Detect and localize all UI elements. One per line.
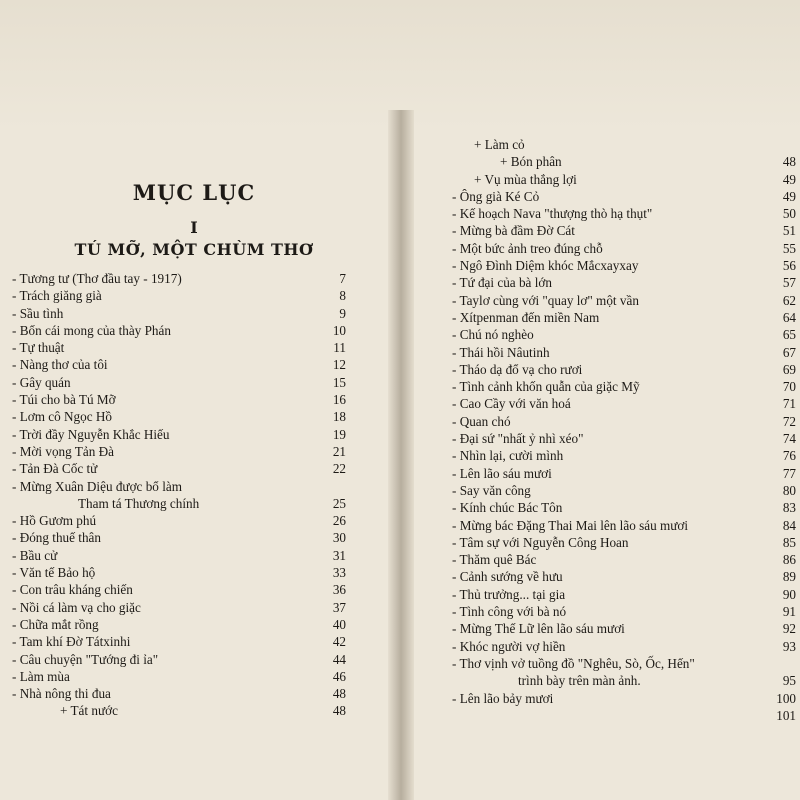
toc-entry-page: 30 — [332, 530, 346, 546]
toc-entry — [12, 581, 346, 598]
toc-entry — [12, 391, 346, 408]
toc-entry-page: 48 — [782, 154, 796, 170]
toc-entry-title: - Xítpenman đến miền Nam — [452, 309, 600, 325]
toc-entry-title: - Thăm quê Bác — [452, 552, 537, 568]
toc-entry-title: - Ngô Đình Diệm khóc Mắcxayxay — [452, 258, 639, 274]
toc-entry — [12, 287, 346, 304]
toc-entry-page: 46 — [332, 668, 346, 684]
toc-entry-title: - Chữa mắt rồng — [12, 616, 99, 632]
toc-entry-page: 85 — [782, 534, 796, 550]
toc-entry-title-continued: Tham tá Thương chính — [78, 495, 200, 511]
toc-entry-title: - Lơm cô Ngọc Hồ — [12, 409, 112, 425]
toc-entry-page: 100 — [776, 690, 796, 706]
toc-entry-title: - Con trâu kháng chiến — [12, 582, 133, 598]
toc-entry-title: - Lên lão sáu mươi — [452, 465, 552, 481]
toc-entry-page: 9 — [339, 305, 346, 321]
toc-entry-page: 18 — [332, 409, 346, 425]
toc-entry-page: 83 — [782, 500, 796, 516]
toc-entry — [452, 413, 796, 430]
toc-entry-title: - Tương tư (Thơ đầu tay - 1917) — [12, 271, 182, 286]
toc-entry — [452, 655, 796, 690]
toc-entry-page: 31 — [332, 547, 346, 563]
toc-entry-title: - Thái hồi Nâutinh — [452, 344, 550, 360]
toc-entry-page: 101 — [776, 707, 796, 723]
toc-entry — [452, 638, 796, 655]
toc-entry-page: 93 — [782, 638, 796, 654]
toc-entry-title: - Mời vọng Tản Đà — [12, 443, 114, 459]
toc-entry-page: 22 — [332, 461, 346, 477]
toc-entry-title: - Cảnh sướng về hưu — [452, 569, 563, 585]
toc-entry — [452, 171, 796, 188]
toc-entry — [452, 274, 796, 291]
toc-entry-page: 33 — [332, 565, 346, 581]
part-number: I — [190, 218, 198, 237]
toc-entry-title: + Vụ mùa thắng lợi — [474, 171, 577, 187]
toc-entry — [12, 374, 346, 391]
toc-entry-title-continued: trình bày trên màn ảnh. — [518, 673, 641, 689]
toc-entry — [452, 188, 796, 205]
toc-entry-page: 80 — [782, 482, 796, 498]
toc-entry — [12, 651, 346, 668]
toc-entry-title: - Taylơ cùng với "quay lơ" một vần — [452, 292, 639, 308]
toc-entry-title: - Trời đầy Nguyễn Khắc Hiếu — [12, 426, 170, 442]
toc-entry — [452, 361, 796, 378]
toc-entry-page: 77 — [782, 465, 796, 481]
toc-entry-page: 89 — [782, 569, 796, 585]
toc-entry-title: - Kế hoạch Nava "thượng thò hạ thụt" — [452, 206, 653, 222]
toc-entry — [452, 378, 796, 395]
toc-entry-title: - Sầu tình — [12, 305, 64, 321]
toc-list-right — [452, 136, 796, 724]
toc-entry-title: - Làm mùa — [12, 668, 70, 684]
toc-entry-title: + Tát nước — [60, 703, 118, 719]
toc-entry-title: - Trách giăng già — [12, 288, 102, 304]
toc-entry-page: 55 — [782, 240, 796, 256]
toc-entry-page: 84 — [782, 517, 796, 533]
toc-entry — [12, 443, 346, 460]
toc-list-left — [12, 270, 346, 720]
toc-entry-title: - Túi cho bà Tú Mỡ — [12, 392, 116, 408]
toc-entry-page: 70 — [782, 379, 796, 395]
toc-entry-page: 49 — [782, 188, 796, 204]
toc-entry — [452, 292, 796, 309]
toc-entry-page: 15 — [332, 374, 346, 390]
toc-entry-page: 67 — [782, 344, 796, 360]
toc-entry-page: 69 — [782, 361, 796, 377]
toc-entry-title: - Tình công với bà nó — [452, 604, 567, 620]
toc-entry — [12, 478, 346, 513]
toc-entry — [12, 599, 346, 616]
toc-entry — [452, 136, 796, 153]
toc-entry — [452, 222, 796, 239]
toc-entry-title: - Mừng Thế Lữ lên lão sáu mươi — [452, 621, 625, 637]
toc-entry — [12, 460, 346, 477]
toc-entry-page: 56 — [782, 258, 796, 274]
toc-entry — [12, 270, 346, 287]
toc-entry-page: 21 — [332, 443, 346, 459]
toc-entry-page: 72 — [782, 413, 796, 429]
toc-entry — [452, 465, 796, 482]
toc-entry-page: 64 — [782, 309, 796, 325]
toc-entry-page: 49 — [782, 171, 796, 187]
toc-entry-title: - Mừng bà đầm Đờ Cát — [452, 223, 575, 239]
toc-entry-title: - Kính chúc Bác Tôn — [452, 500, 563, 516]
toc-entry — [452, 603, 796, 620]
book-gutter — [388, 110, 414, 800]
toc-entry-page: 92 — [782, 621, 796, 637]
toc-entry-page: 48 — [332, 703, 346, 719]
toc-entry — [12, 616, 346, 633]
toc-entry-title: - Nhìn lại, cười mình — [452, 448, 564, 464]
toc-entry-page: 11 — [333, 340, 346, 356]
toc-entry — [452, 568, 796, 585]
toc-entry — [452, 586, 796, 603]
toc-entry-title: - Lên lão bảy mươi — [452, 690, 554, 706]
toc-entry-title: - Tam khí Đờ Tátxinhi — [12, 634, 131, 650]
toc-entry — [12, 702, 346, 719]
toc-entry-page: 8 — [339, 288, 346, 304]
toc-entry-title: + Bón phân — [500, 154, 562, 170]
toc-entry — [12, 547, 346, 564]
toc-entry-title: - Một bức ảnh treo đúng chỗ — [452, 240, 603, 256]
toc-entry-title: - Quan chó — [452, 413, 511, 429]
toc-entry-title: - Tháo dạ đổ vạ cho rươi — [452, 361, 583, 377]
toc-entry — [452, 395, 796, 412]
toc-entry-page: 40 — [332, 616, 346, 632]
toc-entry — [12, 356, 346, 373]
toc-entry-title: - Bốn cái mong của thày Phán — [12, 322, 171, 338]
toc-entry-page: 91 — [782, 604, 796, 620]
toc-entry — [452, 309, 796, 326]
toc-entry-title: - Nồi cá làm vạ cho giặc — [12, 599, 141, 615]
section-title: TÚ MỠ, MỘT CHÙM THƠ — [74, 240, 314, 259]
toc-entry-title: - Câu chuyện "Tướng đi ỉa" — [12, 651, 159, 667]
toc-entry-page: 62 — [782, 292, 796, 308]
toc-entry-title: - Đóng thuế thân — [12, 530, 101, 546]
toc-entry-page: 10 — [332, 322, 346, 338]
toc-entry-page: 26 — [332, 513, 346, 529]
toc-entry — [452, 430, 796, 447]
toc-entry-title: + Làm cỏ — [474, 137, 525, 152]
toc-entry-title: - Tình cảnh khốn quẫn của giặc Mỹ — [452, 379, 640, 395]
toc-entry — [452, 205, 796, 222]
toc-entry-title: - Bầu cử — [12, 547, 58, 563]
toc-entry — [452, 707, 796, 724]
toc-entry — [452, 326, 796, 343]
toc-entry-page: 57 — [782, 275, 796, 291]
toc-entry — [452, 620, 796, 637]
toc-entry — [452, 257, 796, 274]
toc-entry-title: - Tự thuật — [12, 340, 65, 356]
right-page — [414, 118, 800, 800]
toc-entry-title: - Hồ Gươm phú — [12, 513, 97, 529]
toc-entry — [452, 153, 796, 170]
toc-entry-page: 42 — [332, 634, 346, 650]
toc-entry — [452, 482, 796, 499]
toc-entry — [452, 534, 796, 551]
toc-entry-page: 7 — [339, 271, 346, 286]
toc-entry-title: - Khóc người vợ hiền — [452, 638, 566, 654]
toc-entry-title: - Văn tế Bảo hộ — [12, 565, 96, 581]
toc-entry — [12, 322, 346, 339]
toc-entry-page: 95 — [782, 673, 796, 689]
toc-entry-title: - Chú nó nghèo — [452, 327, 534, 343]
toc-entry-page: 48 — [332, 686, 346, 702]
toc-entry — [12, 564, 346, 581]
toc-entry-title: - Tản Đà Cốc tử — [12, 461, 98, 477]
toc-entry-title: - Mừng bác Đặng Thai Mai lên lão sáu mươi — [452, 517, 689, 533]
toc-entry-title: - Cao Cầy với văn hoá — [452, 396, 571, 412]
toc-entry — [452, 447, 796, 464]
toc-entry-page: 50 — [782, 206, 796, 222]
toc-entry — [12, 408, 346, 425]
toc-entry-title: - Thơ vịnh vở tuồng đồ "Nghêu, Sò, Ốc, Hến" — [452, 655, 695, 671]
toc-entry — [452, 517, 796, 534]
toc-entry — [452, 499, 796, 516]
toc-entry-page: 51 — [782, 223, 796, 239]
toc-entry-title: - Nhà nông thi đua — [12, 686, 111, 702]
toc-entry-page: 90 — [782, 586, 796, 602]
toc-entry-title: - Thủ trưởng... tại gia — [452, 586, 566, 602]
toc-entry-page: 71 — [782, 396, 796, 412]
toc-entry-page: 25 — [332, 495, 346, 511]
toc-entry — [452, 240, 796, 257]
toc-entry-page: 19 — [332, 426, 346, 442]
toc-entry — [12, 339, 346, 356]
toc-entry — [12, 426, 346, 443]
toc-entry — [452, 551, 796, 568]
toc-entry — [12, 633, 346, 650]
toc-entry-title: - Đại sứ "nhất ỷ nhì xéo" — [452, 431, 584, 447]
toc-entry-title: - Ông già Ké Cỏ — [452, 188, 540, 204]
toc-title: MỤC LỤC — [132, 180, 256, 205]
toc-entry — [12, 512, 346, 529]
toc-entry — [452, 690, 796, 707]
toc-entry-page: 37 — [332, 599, 346, 615]
toc-entry-page: 76 — [782, 448, 796, 464]
toc-entry-page: 65 — [782, 327, 796, 343]
toc-entry-title: - Tâm sự với Nguyễn Công Hoan — [452, 534, 629, 550]
toc-entry — [12, 668, 346, 685]
toc-entry-page: 86 — [782, 552, 796, 568]
toc-entry-title: - Gây quán — [12, 374, 71, 390]
left-page — [0, 118, 388, 800]
toc-entry-title: - Mừng Xuân Diệu được bổ làm — [12, 478, 182, 494]
toc-entry-page: 12 — [332, 357, 346, 373]
toc-entry-page: 16 — [332, 392, 346, 408]
toc-entry-page: 44 — [332, 651, 346, 667]
toc-entry — [12, 529, 346, 546]
toc-entry — [12, 305, 346, 322]
toc-entry-title: - Nàng thơ của tôi — [12, 357, 108, 373]
toc-entry-title: - Tứ đại của bà lớn — [452, 275, 552, 291]
toc-entry-page: 74 — [782, 431, 796, 447]
toc-entry — [12, 685, 346, 702]
toc-entry-title: - Say văn công — [452, 482, 531, 498]
toc-entry-page: 36 — [332, 582, 346, 598]
toc-entry — [452, 344, 796, 361]
